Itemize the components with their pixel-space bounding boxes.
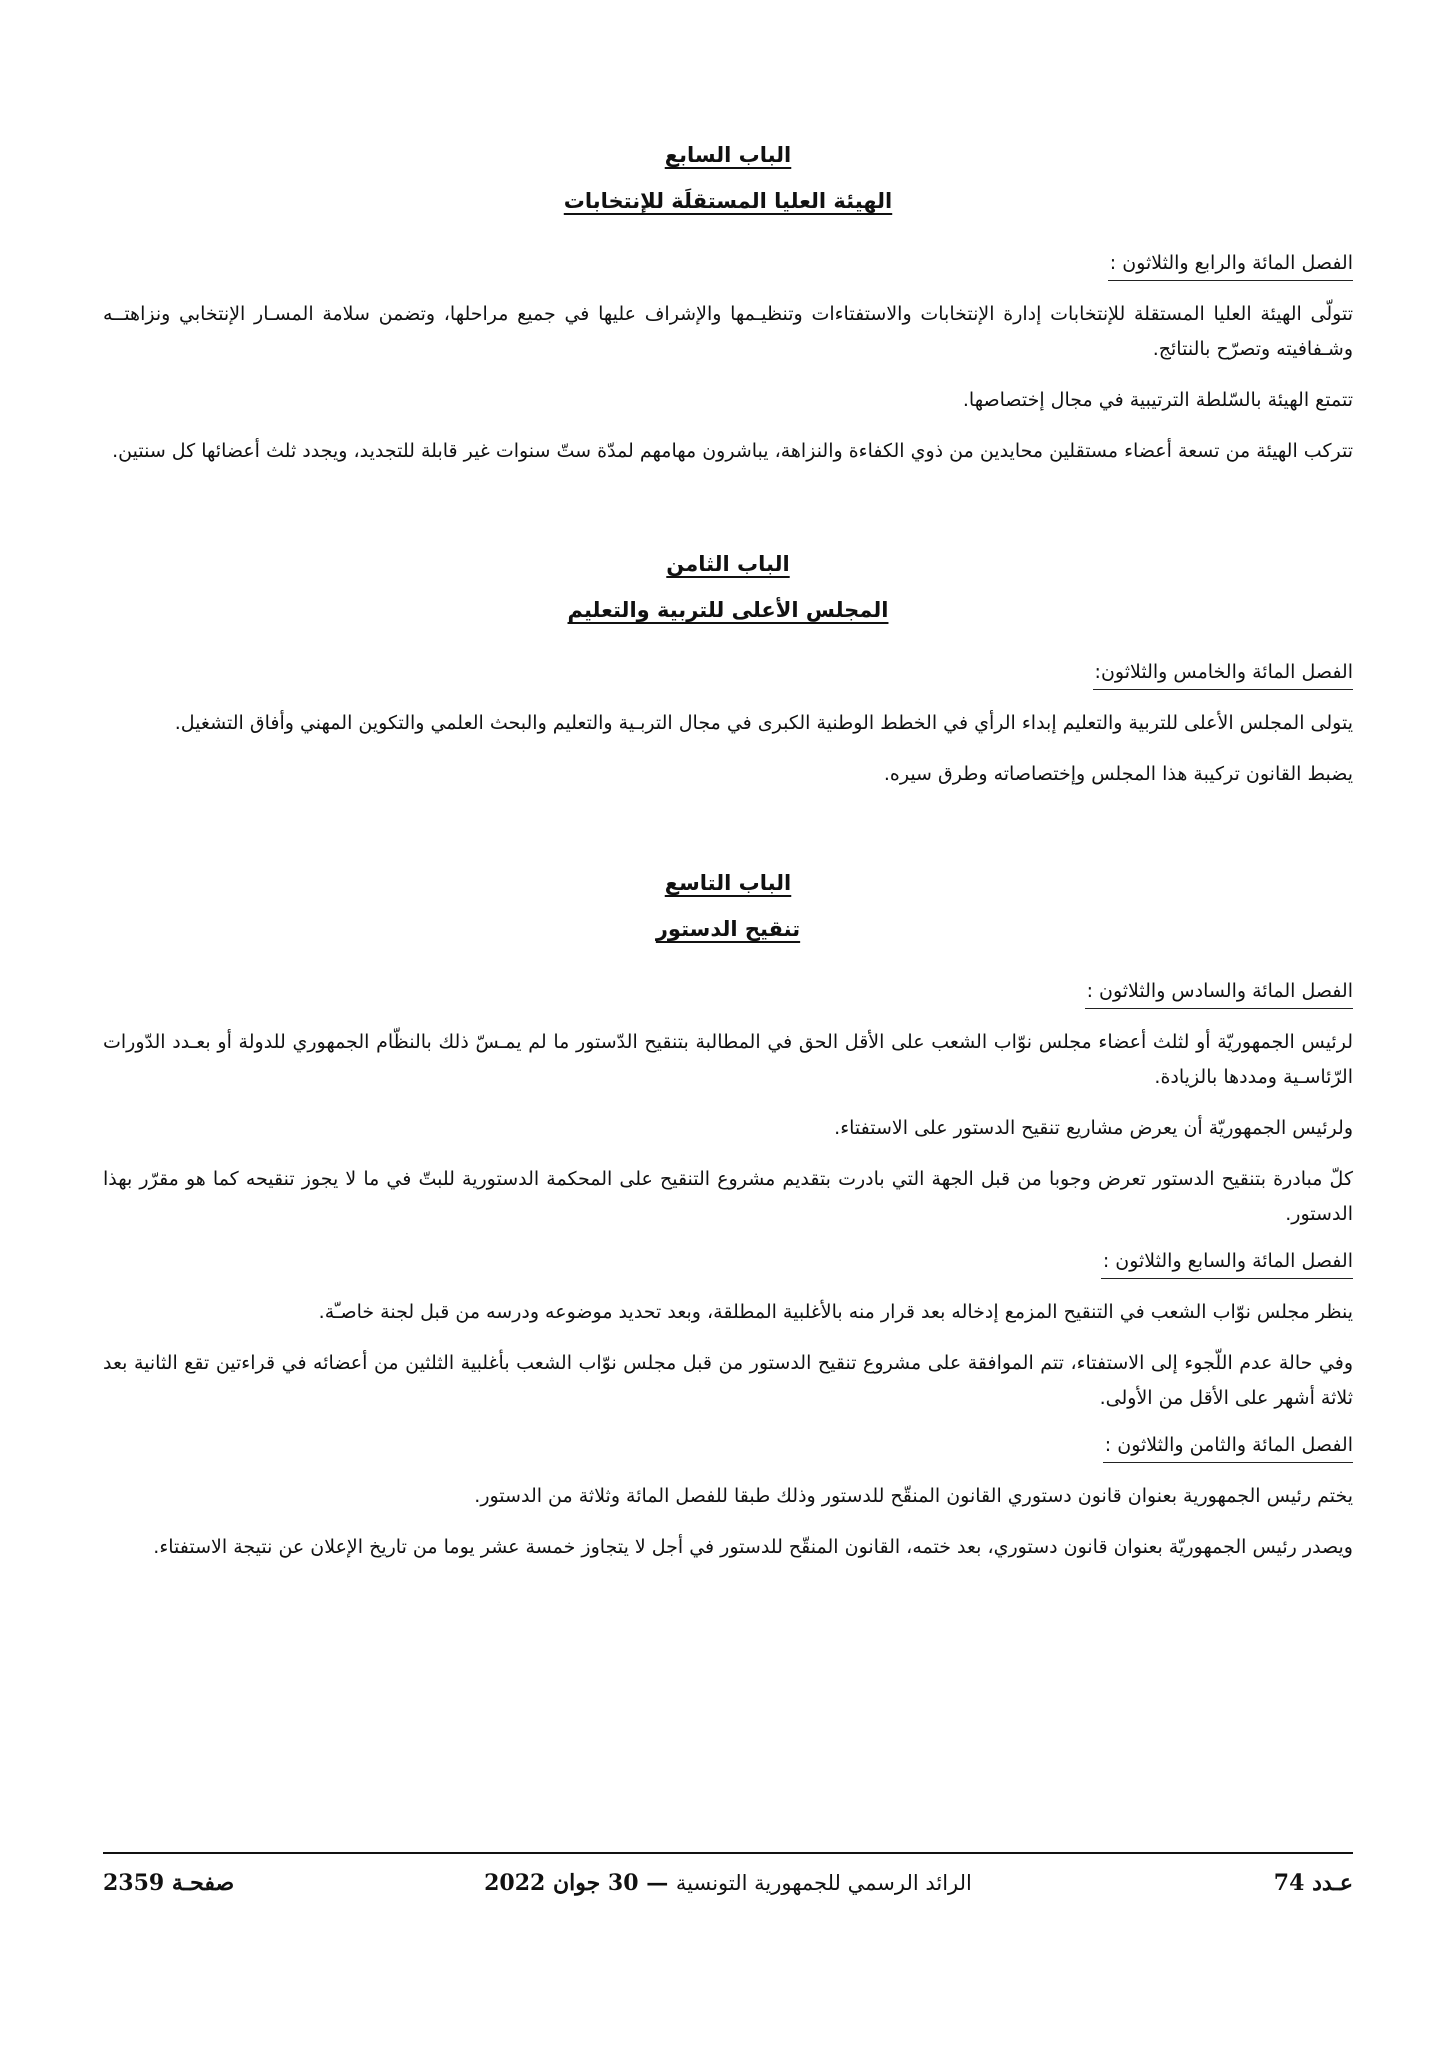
article-136-paragraph-2: ولرئيس الجمهوريّة أن يعرض مشاريع تنقيح الدستور على الاستفتاء. [834,1117,1353,1139]
article-137-paragraph-2: وفي حالة عدم اللّجوء إلى الاستفتاء، تتم الموافقة على مشروع تنقيح الدستور من قبل مجلس نوّاب الشعب بأغلبية الثلثين من أعضائه في قراءتين تقع الثانية بعد ثلاثة أشهر على الأقل من الأولى. [103,1352,1353,1409]
article-138-paragraph-1: يختم رئيس الجمهورية بعنوان قانون دستوري القانون المنقّح للدستور وذلك طبقا للفصل المائة وثلاثة من الدستور. [474,1485,1353,1507]
article-135-paragraph-2: يضبط القانون تركيبة هذا المجلس وإختصاصاته وطرق سيره. [883,763,1353,785]
article-134-paragraph-1: تتولّى الهيئة العليا المستقلة للإنتخابات إدارة الإنتخابات والاستفتاءات وتنظيـمها والإشراف عليها في جميع مراحلها، وتضمن سلامة المسـار الإنتخابي ونزاهتــه وشـفافيته وتصرّح بالنتائج. [103,303,1353,360]
chapter-9-title: تنقيح الدستور [655,917,801,941]
article-136-paragraph-1: لرئيس الجمهوريّة أو لثلث أعضاء مجلس نوّاب الشعب على الأقل الحق في المطالبة بتنقيح الدّستور ما لم يمـسّ ذلك بالنظّام الجمهوري للدولة أو بعـدد الدّورات الرّئاسـية ومددها بالزيادة. [103,1031,1353,1088]
issue-date: 30 جوان 2022 [484,1870,639,1896]
article-134 [103,250,1353,469]
article-138-heading: الفصل المائة والثامن والثلاثون : [1103,1432,1353,1463]
article-138-paragraph-2: ويصدر رئيس الجمهوريّة بعنوان قانون دستوري، بعد ختمه، القانون المنقّح للدستور في أجل لا يتجاوز خمسة عشر يوما من تاريخ الإعلان عن نتيجة الاستفتاء. [153,1536,1353,1558]
chapter-9-label: الباب التاسع [664,871,792,895]
page-footer [103,1852,1353,1914]
chapter-7-title: الهيئة العليا المستقلَة للإنتخابات [563,189,893,213]
article-136 [103,978,1353,1232]
article-134-paragraph-3: تتركب الهيئة من تسعة أعضاء مستقلين محايدين من ذوي الكفاءة والنزاهة، يباشرون مهامهم لمدّة ستّ سنوات غير قابلة للتجديد، ويجدد ثلث أعضائها كل سنتين. [112,440,1353,462]
gazette-line [103,1870,1353,1896]
document-page [103,140,1353,1581]
article-137-paragraph-1: ينظر مجلس نوّاب الشعب في التنقيح المزمع إدخاله بعد قرار منه بالأغلبية المطلقة، وبعد تحديد موضوعه ودرسه من قبل لجنة خاصـّة. [318,1301,1353,1323]
gazette-name: الرائد الرسمي للجمهورية التونسية [675,1871,972,1895]
article-137 [103,1248,1353,1416]
article-135 [103,659,1353,792]
article-137-heading: الفصل المائة والسابع والثلاثون : [1101,1248,1353,1279]
footer-dash: — [638,1870,676,1896]
chapter-8-label: الباب الثامن [666,552,790,576]
article-134-heading: الفصل المائة والرابع والثلاثون : [1108,250,1353,281]
article-138 [103,1432,1353,1565]
chapter-8-title: المجلس الأعلى للتربية والتعليم [567,598,889,622]
article-135-paragraph-1: يتولى المجلس الأعلى للتربية والتعليم إبداء الرأي في الخطط الوطنية الكبرى في مجال التربـية والتعليم والبحث العلمي والتكوين المهني وأفاق التشغيل. [174,712,1353,734]
article-134-paragraph-2: تتمتع الهيئة بالسّلطة الترتيبية في مجال إختصاصها. [962,389,1353,411]
chapter-7-label: الباب السابع [664,143,792,167]
article-136-paragraph-3: كلّ مبادرة بتنقيح الدستور تعرض وجوبا من قبل الجهة التي بادرت بتقديم مشروع التنقيح على المحكمة الدستورية للبتّ في ما لا يجوز تنقيحه كما هو مقرّر بهذا الدستور. [103,1168,1353,1225]
issue-number: عـدد 74 [1273,1870,1353,1896]
page-number: صفحـة 2359 [103,1870,235,1896]
article-136-heading: الفصل المائة والسادس والثلاثون : [1085,978,1353,1009]
article-135-heading: الفصل المائة والخامس والثلاثون: [1093,659,1353,690]
